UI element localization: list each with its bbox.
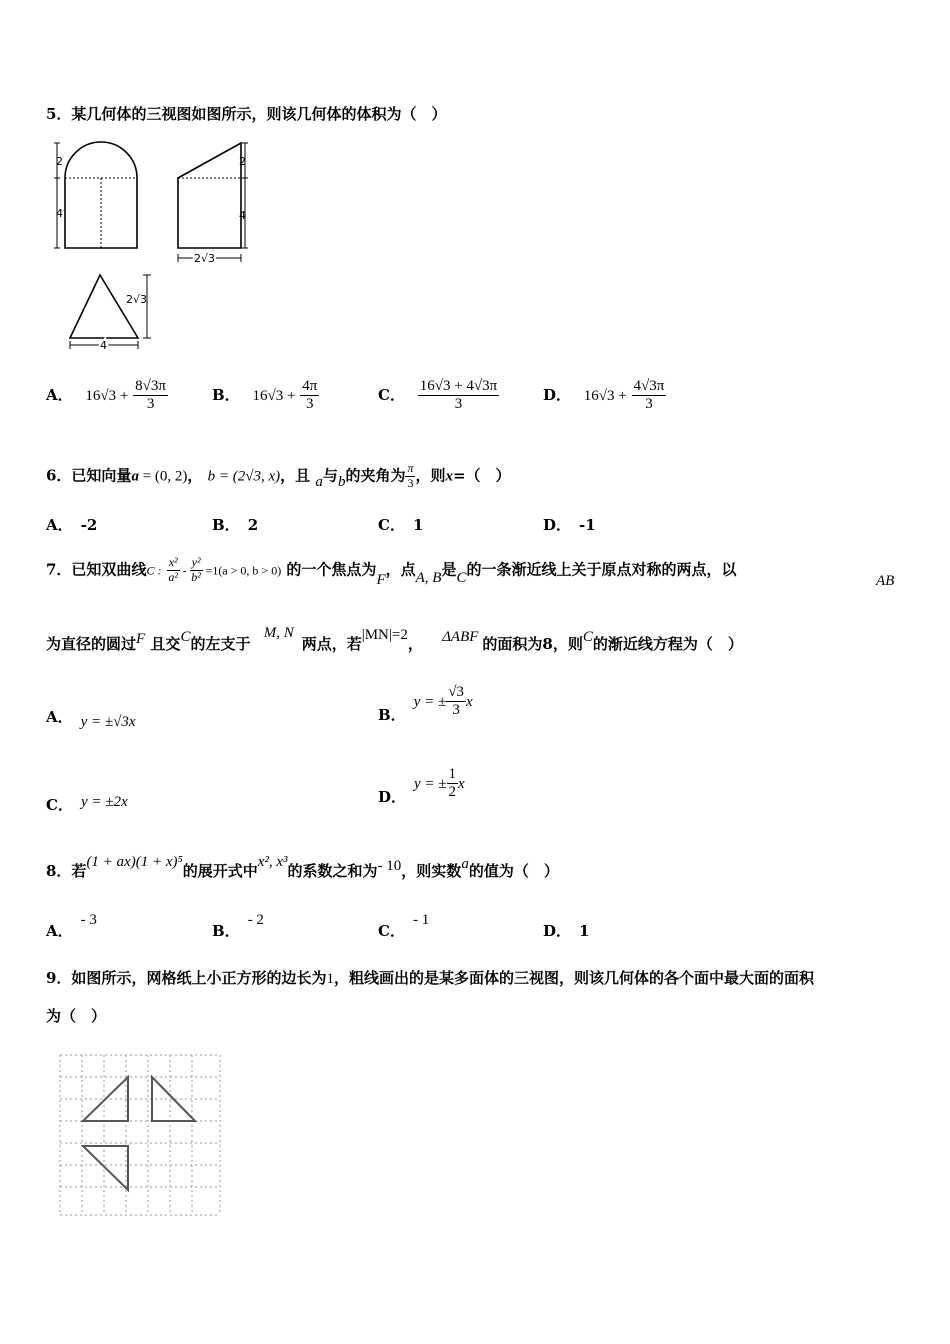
q5-option-c[interactable]	[378, 378, 499, 414]
q5-top-view	[60, 270, 180, 355]
q8-stem: 8．若(1 + ax)(1 + x)⁵的展开式中x², x³的系数之和为- 10，则实数a的值为（ ）	[46, 854, 559, 880]
q5-option-a[interactable]	[46, 378, 168, 414]
q9-stem-line2: 为（ ）	[46, 1007, 107, 1025]
option-whole: 16√3 +	[252, 387, 296, 404]
q5-option-b[interactable]	[212, 378, 319, 414]
q7-option-a[interactable]: A． y = ±√3x	[46, 708, 136, 730]
option-fraction: $\frac{8√3\pi}{3}$	[135, 378, 166, 413]
q7-option-d[interactable]: D．y = ± $\frac{1}{2}$ x	[378, 766, 465, 806]
q7-stem-line2: 为直径的圆过F 且交C的左支于 M, N两点，若|MN|=2， ΔABF 的面积为8，则C的渐近线方程为（ ）	[46, 625, 743, 653]
q5-option-d[interactable]	[543, 378, 666, 414]
q5-label-4b: 4	[239, 209, 246, 222]
q5-label-2s3b: 2√3	[126, 293, 148, 306]
option-whole: 16√3 +	[85, 387, 129, 404]
q8-option-c[interactable]: C．- 1	[378, 912, 430, 940]
option-letter: B．	[212, 385, 240, 404]
option-fraction: $\frac{16√3 + 4√3\pi}{3}$	[419, 378, 498, 413]
option-letter: A．	[46, 385, 73, 404]
q7-option-c[interactable]: C． y = ±2x	[46, 794, 128, 814]
q8-option-a[interactable]: A．- 3	[46, 912, 97, 940]
q5-front-view	[50, 138, 150, 253]
q5-label-2s3a: 2√3	[194, 252, 216, 263]
q7-ab: AB	[876, 573, 895, 589]
q5-label-2a: 2	[56, 155, 63, 168]
q6-option-d[interactable]: D． -1	[543, 516, 596, 534]
q8-option-b[interactable]: B．- 2	[212, 912, 264, 940]
q7-option-b[interactable]: B．y = ± $\frac{√3}{3}$ x	[378, 684, 473, 724]
q8-option-d[interactable]: D． 1	[543, 922, 590, 940]
q5-side-view	[168, 138, 258, 263]
q5-stem: 5．某几何体的三视图如图所示，则该几何体的体积为（ ）	[46, 105, 447, 123]
q9-stem-line1: 9．如图所示，网格纸上小正方形的边长为1，粗线画出的是某多面体的三视图，则该几何体的各个面中最大面的面积	[46, 969, 814, 987]
q9-grid-figure	[55, 1050, 227, 1222]
q6-option-b[interactable]: B． 2	[212, 516, 259, 534]
q5-label-2b: 2	[239, 155, 246, 168]
q5-label-4c: 4	[100, 339, 107, 352]
option-fraction: $\frac{4\pi}{3}$	[302, 378, 318, 413]
option-whole: 16√3 +	[583, 387, 627, 404]
q5-label-4a: 4	[56, 207, 63, 220]
q6-stem: 6．已知向量a = (0, 2)， b = (2√3, x)，且 a与b的夹角为 $\frac{\pi}{3}$ ，则x=（ ）	[46, 461, 511, 491]
option-letter: C．	[378, 385, 405, 404]
option-fraction: $\frac{4√3\pi}{3}$	[633, 378, 665, 413]
q6-option-a[interactable]: A． -2	[46, 516, 98, 534]
option-letter: D．	[543, 385, 572, 404]
q7-stem-line1: 7．已知双曲线C : $\frac{\text{x²}}{\text{a²}}$ - $\frac{\text{y²}}{\text{b²}}$ =1(a > 0, b > 0) 的一个焦点为F，点A, B是C的一条渐近线上关于原点对称的两点，以	[46, 555, 737, 589]
q6-option-c[interactable]: C． 1	[378, 516, 424, 534]
